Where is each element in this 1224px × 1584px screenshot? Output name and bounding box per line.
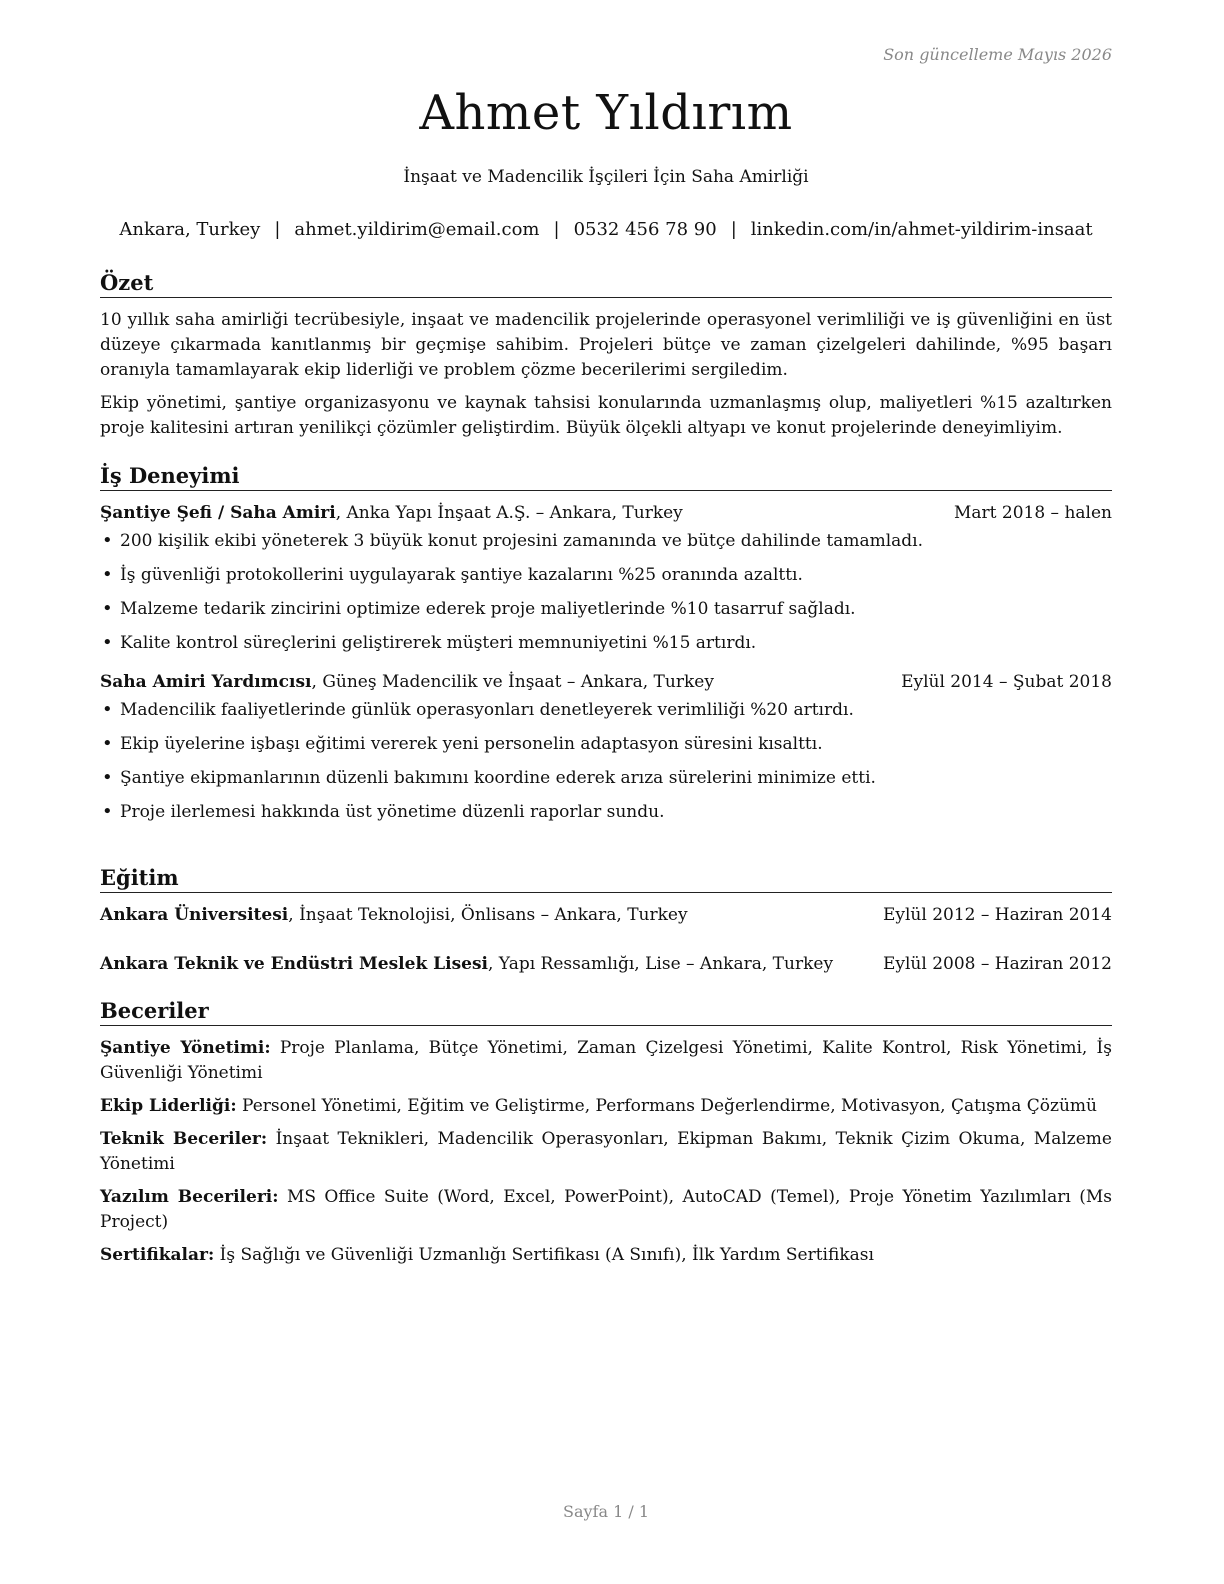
section-title-education: Eğitim xyxy=(100,865,1112,893)
job-header xyxy=(100,501,1112,525)
experience-section xyxy=(100,463,1112,834)
education-line xyxy=(100,903,688,927)
skill-value: Proje Planlama, Bütçe Yönetimi, Zaman Çizelgesi Yönetimi, Kalite Kontrol, Risk Yönetimi, İş Güvenliği Yönetimi xyxy=(100,1038,1112,1083)
education-dates: Eylül 2012 – Haziran 2014 xyxy=(882,905,1112,925)
separator: | xyxy=(730,219,737,240)
summary-paragraph: 10 yıllık saha amirliği tecrübesiyle, inşaat ve madencilik projelerinde operasyonel verimliliği ve iş güvenliğini en üst düzeye çıkarmada kanıtlanmış bir geçmişe sahibim. Projeleri bütçe ve zaman çizelgeleri dahilinde, %95 başarı oranıyla tamamlayarak ekip liderliği ve problem çözme becerilerimi sergiledim. xyxy=(100,310,1112,380)
contact-line xyxy=(100,219,1112,240)
contact-linkedin[interactable]: linkedin.com/in/ahmet-yildirim-insaat xyxy=(750,219,1093,240)
skill-line xyxy=(100,1127,1112,1177)
skill-value: MS Office Suite (Word, Excel, PowerPoint), AutoCAD (Temel), Proje Yönetim Yazılımları (Ms Project) xyxy=(100,1187,1112,1232)
education-entry xyxy=(100,903,1112,927)
skill-line xyxy=(100,1185,1112,1235)
separator: | xyxy=(553,219,560,240)
bullet-item: • Proje ilerlemesi hakkında üst yönetime düzenli raporlar sundu. xyxy=(100,800,1112,824)
job-bullets xyxy=(100,698,1112,824)
contact-phone: 0532 456 78 90 xyxy=(573,219,717,240)
job-title-line xyxy=(100,501,683,525)
bullet-item: • Ekip üyelerine işbaşı eğitimi vererek yeni personelin adaptasyon süresini kısalttı. xyxy=(100,732,1112,756)
last-updated: Son güncelleme Mayıs 2026 xyxy=(883,45,1112,64)
summary-paragraph: Ekip yönetimi, şantiye organizasyonu ve kaynak tahsisi konularında uzmanlaşmış olup, maliyetleri %15 azaltırken proje kalitesini artıran yenilikçi çözümler geliştirdim. Büyük ölçekli altyapı ve konut projelerinde deneyimliyim. xyxy=(100,393,1112,438)
education-dates: Eylül 2008 – Haziran 2012 xyxy=(882,954,1112,974)
section-title-skills: Beceriler xyxy=(100,998,1112,1026)
education-line xyxy=(100,952,833,976)
candidate-name: Ahmet Yıldırım xyxy=(419,85,793,141)
job-dates: Mart 2018 – halen xyxy=(953,503,1112,523)
contact-location: Ankara, Turkey xyxy=(119,219,261,240)
job-entry xyxy=(100,670,1112,824)
job-dates: Eylül 2014 – Şubat 2018 xyxy=(901,672,1112,692)
section-title-summary: Özet xyxy=(100,270,1112,298)
skill-label: Teknik Beceriler: xyxy=(100,1129,268,1149)
education-detail: , İnşaat Teknolojisi, Önlisans – Ankara, Turkey xyxy=(288,905,688,925)
bullet-item: • 200 kişilik ekibi yöneterek 3 büyük konut projesini zamanında ve bütçe dahilinde tamamladı. xyxy=(100,529,1112,553)
job-bullets xyxy=(100,529,1112,655)
skill-label: Şantiye Yönetimi: xyxy=(100,1038,271,1058)
skill-label: Ekip Liderliği: xyxy=(100,1096,237,1116)
job-entry xyxy=(100,501,1112,655)
education-section xyxy=(100,865,1112,976)
skill-value: İş Sağlığı ve Güvenliği Uzmanlığı Sertifikası (A Sınıfı), İlk Yardım Sertifikası xyxy=(214,1245,874,1265)
job-header xyxy=(100,670,1112,694)
page-number: Sayfa 1 / 1 xyxy=(562,1502,649,1521)
skill-line xyxy=(100,1094,1112,1119)
bullet-item: • İş güvenliği protokollerini uygulayarak şantiye kazalarını %25 oranında azalttı. xyxy=(100,563,1112,587)
school-name: Ankara Teknik ve Endüstri Meslek Lisesi xyxy=(100,954,488,974)
separator: | xyxy=(274,219,281,240)
summary-section xyxy=(100,270,1112,449)
school-name: Ankara Üniversitesi xyxy=(100,905,289,925)
job-role: Şantiye Şefi / Saha Amiri xyxy=(100,503,336,523)
skill-label: Sertifikalar: xyxy=(100,1245,215,1265)
skill-value: İnşaat Teknikleri, Madencilik Operasyonları, Ekipman Bakımı, Teknik Çizim Okuma, Malzeme Yönetimi xyxy=(100,1129,1112,1174)
skill-line xyxy=(100,1243,1112,1268)
bullet-item: • Kalite kontrol süreçlerini geliştirerek müşteri memnuniyetini %15 artırdı. xyxy=(100,631,1112,655)
contact-email[interactable]: ahmet.yildirim@email.com xyxy=(294,219,540,240)
headline: İnşaat ve Madencilik İşçileri İçin Saha Amirliği xyxy=(403,167,809,187)
education-detail: , Yapı Ressamlığı, Lise – Ankara, Turkey xyxy=(487,954,834,974)
job-role: Saha Amiri Yardımcısı xyxy=(100,672,312,692)
bullet-item: • Şantiye ekipmanlarının düzenli bakımını koordine ederek arıza sürelerini minimize etti. xyxy=(100,766,1112,790)
bullet-item: • Madencilik faaliyetlerinde günlük operasyonları denetleyerek verimliliği %20 artırdı. xyxy=(100,698,1112,722)
skill-label: Yazılım Becerileri: xyxy=(100,1187,279,1207)
job-title-line xyxy=(100,670,714,694)
job-org: , Güneş Madencilik ve İnşaat – Ankara, Turkey xyxy=(311,672,714,692)
skills-section xyxy=(100,998,1112,1276)
education-entry xyxy=(100,952,1112,976)
section-title-experience: İş Deneyimi xyxy=(100,463,1112,491)
skill-line xyxy=(100,1036,1112,1086)
skill-value: Personel Yönetimi, Eğitim ve Geliştirme, Performans Değerlendirme, Motivasyon, Çatışma Çözümü xyxy=(236,1096,1097,1116)
bullet-item: • Malzeme tedarik zincirini optimize ederek proje maliyetlerinde %10 tasarruf sağladı. xyxy=(100,597,1112,621)
job-org: , Anka Yapı İnşaat A.Ş. – Ankara, Turkey xyxy=(335,503,683,523)
